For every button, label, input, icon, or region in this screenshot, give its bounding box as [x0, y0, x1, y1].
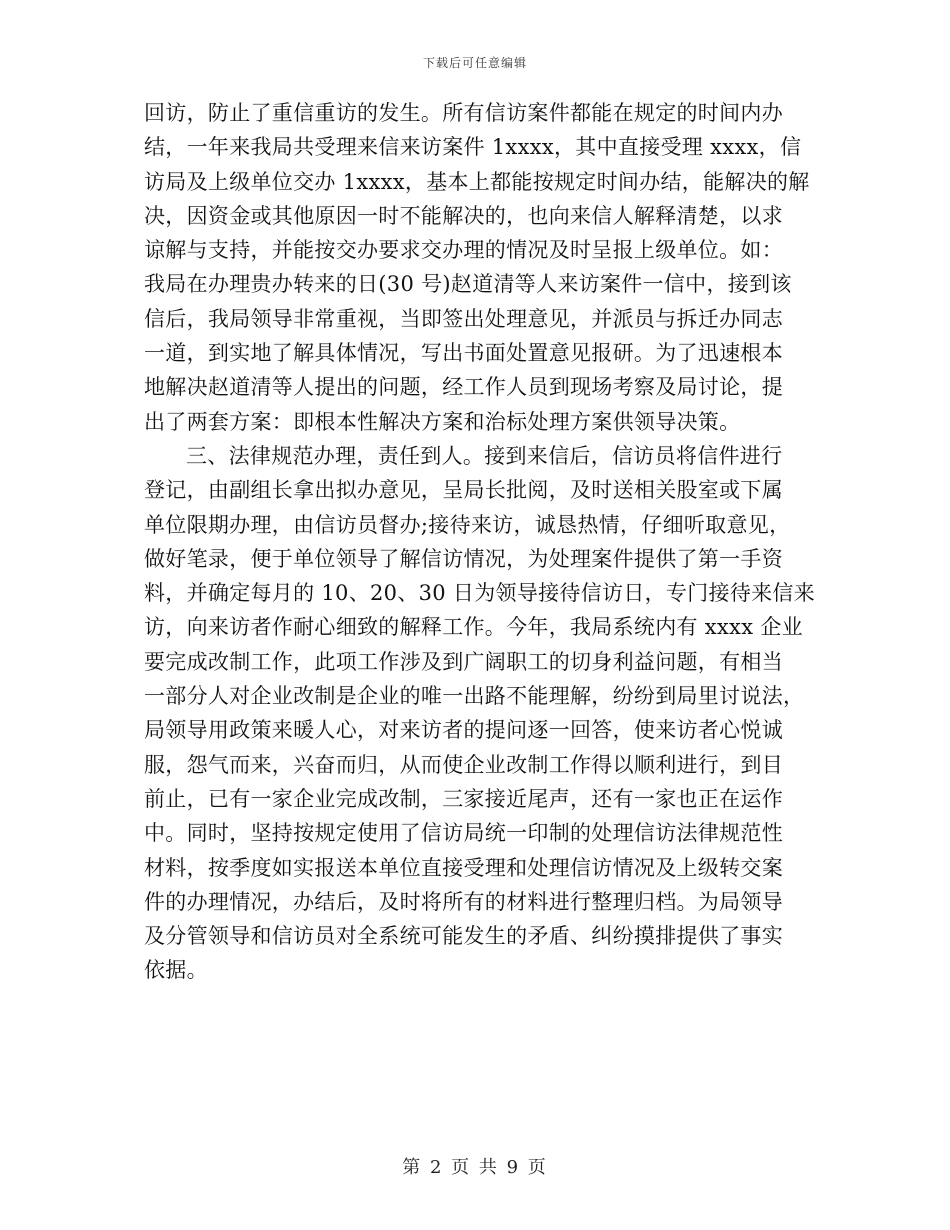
text-line: 一部分人对企业改制是企业的唯一出路不能理解，纷纷到局里讨说法， — [144, 684, 805, 709]
text-line: 中。同时，坚持按规定使用了信访局统一印制的处理信访法律规范性 — [144, 821, 783, 846]
text-line: 服，怨气而来，兴奋而归，从而使企业改制工作得以顺利进行，到目 — [144, 752, 783, 777]
text-line: 件的办理情况，办结后，及时将所有的材料进行整理归档。为局领导 — [144, 889, 783, 914]
text-line: 结，一年来我局共受理来信来访案件 1xxxx，其中直接受理 xxxx，信 — [144, 135, 802, 160]
text-line: 访，向来访者作耐心细致的解释工作。今年，我局系统内有 xxxx 企业 — [144, 615, 803, 640]
text-line: 决，因资金或其他原因一时不能解决的，也向来信人解释清楚，以求 — [144, 203, 783, 228]
header-note: 下载后可任意编辑 — [422, 56, 527, 70]
text-line: 及分管领导和信访员对全系统可能发生的矛盾、纠纷摸排提供了事实 — [144, 924, 783, 949]
text-line: 我局在办理贵办转来的日(30 号)赵道清等人来访案件一信中，接到该 — [144, 272, 792, 297]
text-line: 回访，防止了重信重访的发生。所有信访案件都能在规定的时间内办 — [144, 101, 783, 125]
text-line: 地解决赵道清等人提出的问题，经工作人员到现场考察及局讨论，提 — [144, 375, 783, 400]
text-line: 材料，按季度如实报送本单位直接受理和处理信访情况及上级转交案 — [144, 855, 783, 880]
page-footer: 第 2 页 共 9 页 — [402, 1157, 548, 1178]
text-line: 三、法律规范办理，责任到人。接到来信后，信访员将信件进行 — [186, 443, 783, 468]
text-line: 出了两套方案：即根本性解决方案和治标处理方案供领导决策。 — [144, 409, 741, 434]
text-line: 访局及上级单位交办 1xxxx，基本上都能按规定时间办结，能解决的解 — [144, 169, 810, 194]
document-body — [144, 96, 816, 988]
text-line: 信后，我局领导非常重视，当即签出处理意见，并派员与拆迁办同志 — [144, 306, 783, 331]
text-line: 料，并确定每月的 10、20、30 日为领导接待信访日，专门接待来信来 — [144, 581, 816, 606]
text-line: 一道，到实地了解具体情况，写出书面处置意见报研。为了迅速根本 — [144, 341, 783, 366]
text-line: 登记，由副组长拿出拟办意见，呈局长批阅，及时送相关股室或下属 — [144, 478, 783, 503]
text-line: 局领导用政策来暖人心，对来访者的提问逐一回答，使来访者心悦诚 — [144, 718, 783, 743]
text-line: 要完成改制工作，此项工作涉及到广阔职工的切身利益问题，有相当 — [144, 649, 783, 674]
text-line: 做好笔录，便于单位领导了解信访情况，为处理案件提供了第一手资 — [144, 546, 783, 571]
text-line: 前止，已有一家企业完成改制，三家接近尾声，还有一家也正在运作 — [144, 786, 783, 811]
text-line: 单位限期办理，由信访员督办;接待来访，诚恳热情，仔细听取意见， — [144, 512, 791, 537]
text-line: 依据。 — [144, 958, 208, 983]
text-line: 谅解与支持，并能按交办要求交办理的情况及时呈报上级单位。如： — [144, 238, 783, 263]
